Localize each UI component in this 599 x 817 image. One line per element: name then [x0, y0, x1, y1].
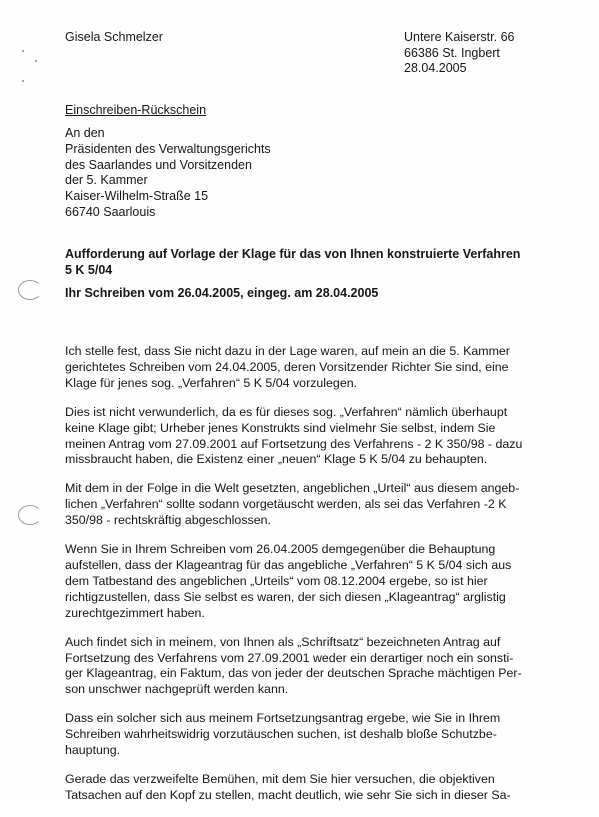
sender-name: Gisela Schmelzer [65, 30, 163, 44]
text-line: Fortsetzung des Verfahrens vom 27.09.2001 weder ein derartiger noch ein sonsti- [65, 650, 514, 665]
recipient-line: An den [65, 126, 105, 140]
text-line: Dass ein solcher sich aus meinem Fortsetzungsantrag ergebe, wie Sie in Ihrem [65, 711, 501, 726]
text-line: gerichtetes Schreiben vom 24.04.2005, deren Vorsitzender Richter Sie sind, eine [65, 359, 509, 374]
text-line: Mit dem in der Folge in die Welt gesetzten, angeblichen „Urteil“ aus diesem angeb- [65, 481, 520, 496]
text-line: son unschwer nachgeprüft werden kann. [65, 682, 289, 697]
text-line: meinen Antrag vom 27.09.2001 auf Fortsetzung des Verfahrens - 2 K 350/98 - dazu [65, 436, 523, 451]
text-line: Tatsachen auf den Kopf zu stellen, macht deutlich, wie sehr Sie sich in dieser Sa- [65, 787, 511, 802]
reference-line: Ihr Schreiben vom 26.04.2005, eingeg. am 28.04.2005 [65, 286, 379, 300]
delivery-method: Einschreiben-Rückschein [65, 103, 207, 117]
text-line: zurechtgezimmert haben. [65, 605, 205, 620]
sender-street: Untere Kaiserstr. 66 [404, 30, 515, 44]
text-line: lichen „Verfahren“ sollte sodann vorgetäuscht werden, als sei das Verfahren -2 K [65, 497, 507, 512]
scan-speck [35, 60, 37, 62]
paragraph [65, 405, 527, 469]
text-line: hauptung. [65, 743, 121, 758]
text-line: keine Klage gibt; Urheber jenes Konstrukts sind vielmehr Sie selbst, indem Sie [65, 420, 496, 435]
scan-speck [22, 80, 24, 82]
text-line: Klage für jenes sog. „Verfahren“ 5 K 5/04 vorzulegen. [65, 375, 358, 390]
recipient-line: des Saarlandes und Vorsitzenden [65, 157, 252, 172]
punch-hole-mark [18, 505, 42, 525]
sender-address-block [404, 30, 514, 77]
paragraph [65, 635, 527, 699]
subject-case-number: 5 K 5/04 [65, 262, 113, 277]
text-line: Ich stelle fest, dass Sie nicht dazu in der Lage waren, auf mein an die 5. Kammer [65, 344, 510, 358]
text-line: Gerade das verzweifelte Bemühen, mit dem Sie hier versuchen, die objektiven [65, 771, 495, 786]
text-line: dem Tatbestand des angeblichen „Urteils“ vom 08.12.2004 ergebe, so ist hier [65, 573, 488, 588]
letter-body [65, 344, 527, 817]
subject-heading [65, 247, 545, 278]
scan-speck [22, 50, 24, 52]
paragraph [65, 344, 527, 392]
text-line: ger Klageantrag, ein Faktum, das von jeder der deutschen Sprache mächtigen Per- [65, 666, 522, 681]
sender-city: 66386 St. Ingbert [404, 45, 500, 60]
letter-date: 28.04.2005 [404, 61, 467, 75]
recipient-line: Kaiser-Wilhelm-Straße 15 [65, 189, 209, 204]
subject-line: Aufforderung auf Vorlage der Klage für das von Ihnen konstruierte Verfahren [65, 247, 521, 261]
text-line: aufstellen, dass der Klageantrag für das angebliche „Verfahren“ 5 K 5/04 sich aus [65, 557, 512, 572]
text-line: Auch findet sich in meinem, von Ihnen als „Schriftsatz“ bezeichneten Antrag auf [65, 634, 501, 649]
paragraph [65, 772, 527, 804]
recipient-line: der 5. Kammer [65, 173, 148, 188]
punch-hole-mark [18, 280, 42, 300]
recipient-line: 66740 Saarlouis [65, 204, 156, 219]
text-line: Wenn Sie in Ihrem Schreiben vom 26.04.2005 demgegenüber die Behauptung [65, 542, 496, 557]
recipient-address-block [65, 126, 271, 221]
paragraph [65, 481, 527, 529]
text-line: 350/98 - rechtskräftig abgeschlossen. [65, 513, 271, 528]
paragraph [65, 711, 527, 759]
recipient-line: Präsidenten des Verwaltungsgerichts [65, 141, 271, 156]
paragraph [65, 542, 527, 622]
text-line: richtigzustellen, dass Sie selbst es waren, der sich diesen „Klageantrag“ arglistig [65, 589, 506, 604]
text-line: Dies ist nicht verwunderlich, da es für dieses sog. „Verfahren“ nämlich überhaupt [65, 404, 508, 419]
text-line: missbraucht haben, die Existenz einer „neuen“ Klage 5 K 5/04 zu behaupten. [65, 452, 488, 467]
text-line: Schreiben wahrheitswidrig vorzutäuschen suchen, ist deshalb bloße Schutzbe- [65, 727, 497, 742]
